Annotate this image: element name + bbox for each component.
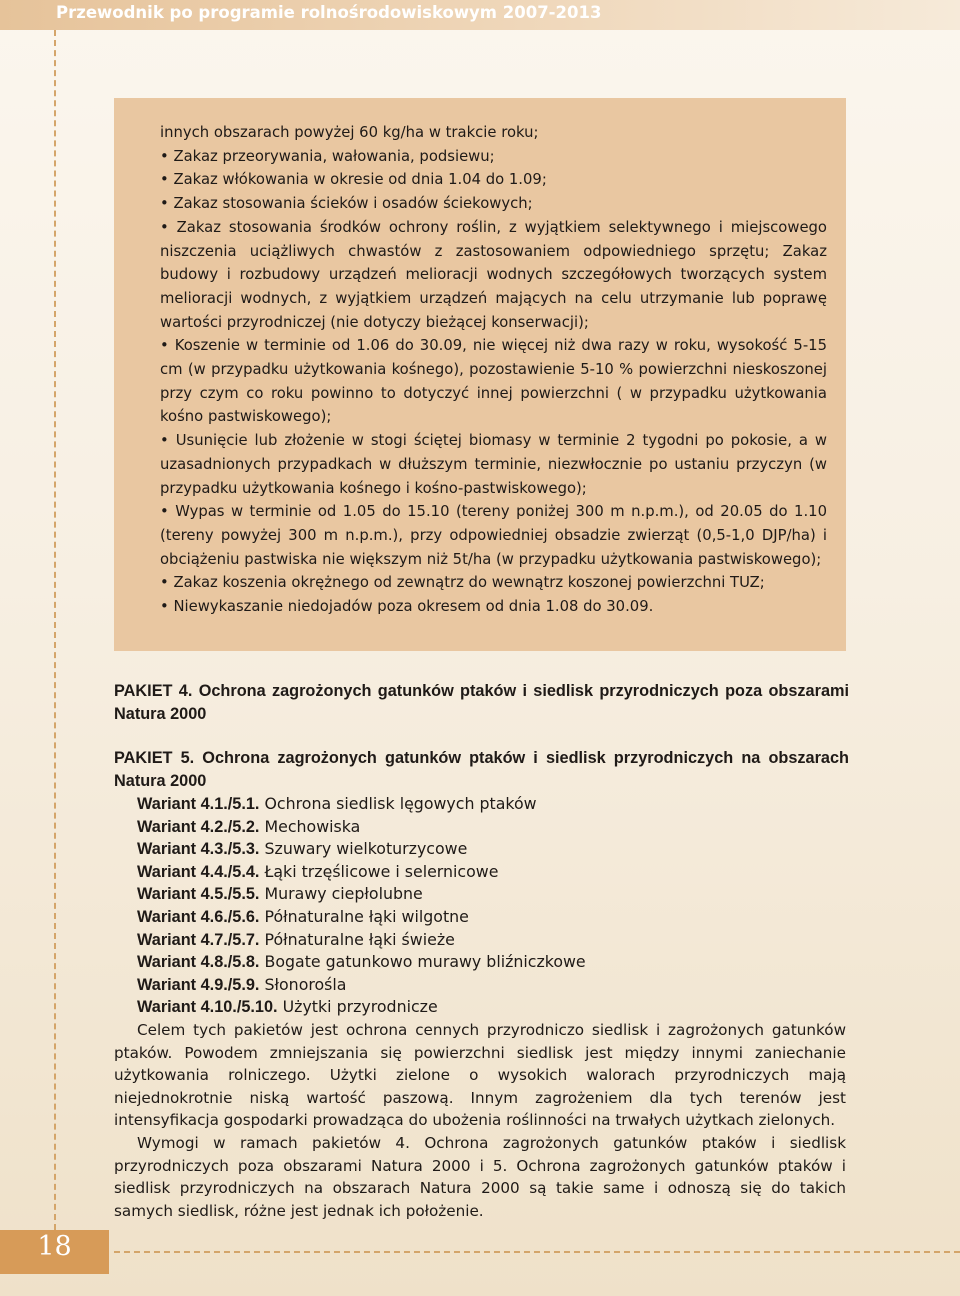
variant-label: Wariant 4.4./5.4. — [137, 862, 260, 881]
variant-label: Wariant 4.2./5.2. — [137, 817, 260, 836]
body-text — [114, 1019, 846, 1222]
requirement-item: • Zakaz włókowania w okresie od dnia 1.04 do 1.09; — [160, 168, 827, 192]
requirement-item: • Zakaz koszenia okrężnego od zewnątrz do wewnątrz koszonej powierzchni TUZ; — [160, 571, 827, 595]
variant-name: Szuwary wielkoturzycowe — [264, 839, 468, 859]
variant-item — [137, 996, 837, 1019]
variant-label: Wariant 4.10./5.10. — [137, 998, 278, 1017]
body-paragraph: Celem tych pakietów jest ochrona cennych przyrodniczo siedlisk i zagrożonych gatunków ptaków. Powodem zmniejszania się powierzchni siedlisk jest między innymi zaniechanie użytkowania rolniczego. Użytki zielone o wysokich walorach przyrodniczych mają niejednokrotnie niską wartość paszową. Innym zagrożeniem dla tych terenów jest intensyfikacja gospodarki prowadząca do ubożenia roślinności na trwałych użytkach zielonych. — [114, 1021, 846, 1130]
variant-label: Wariant 4.1./5.1. — [137, 795, 260, 813]
variant-item — [137, 793, 837, 816]
pakiet-5-heading: PAKIET 5. Ochrona zagrożonych gatunków ptaków i siedlisk przyrodniczych na obszarach Natura 2000 — [114, 749, 849, 790]
requirements-list — [160, 121, 827, 619]
variant-item — [137, 906, 837, 929]
variant-label: Wariant 4.9./5.9. — [137, 975, 260, 994]
variant-name: Słonorośla — [264, 974, 347, 994]
variant-item — [137, 861, 837, 884]
running-header-title: Przewodnik po programie rolnośrodowiskowym 2007-2013 — [56, 3, 602, 22]
margin-dashed-line — [54, 30, 56, 1230]
variant-name: Łąki trzęślicowe i selernicowe — [264, 861, 499, 881]
variant-item — [137, 816, 837, 839]
variant-name: Ochrona siedlisk lęgowych ptaków — [264, 794, 537, 813]
variant-item — [137, 951, 837, 974]
variant-name: Bogate gatunkowo murawy bliźniczkowe — [264, 952, 586, 972]
variant-label: Wariant 4.5./5.5. — [137, 885, 260, 904]
page-number: 18 — [37, 1231, 72, 1262]
variant-name: Półnaturalne łąki wilgotne — [264, 906, 469, 926]
body-paragraph: Wymogi w ramach pakietów 4. Ochrona zagrożonych gatunków ptaków i siedlisk przyrodniczych poza obszarami Natura 2000 i 5. Ochrona zagrożonych gatunków ptaków i siedlisk przyrodniczych na obszarach Natura 2000 są takie same i odnoszą się do takich samych siedlisk, różne jest jednak ich położenie. — [114, 1133, 846, 1220]
variant-item — [137, 883, 837, 906]
variant-label: Wariant 4.6./5.6. — [137, 907, 260, 926]
footer-dashed-line — [114, 1251, 960, 1253]
variant-list — [137, 793, 837, 1019]
variant-name: Użytki przyrodnicze — [282, 997, 438, 1017]
variant-name: Murawy ciepłolubne — [264, 884, 423, 904]
variant-label: Wariant 4.8./5.8. — [137, 953, 260, 972]
variant-label: Wariant 4.3./5.3. — [137, 840, 260, 859]
variant-item — [137, 974, 837, 997]
variant-item — [137, 929, 837, 952]
pakiet-4-heading: PAKIET 4. Ochrona zagrożonych gatunków ptaków i siedlisk przyrodniczych poza obszarami Natura 2000 — [114, 682, 849, 723]
requirement-item: • Koszenie w terminie od 1.06 do 30.09, nie więcej niż dwa razy w roku, wysokość 5-15 cm (w przypadku użytkowania kośnego), pozostawienie 5-10 % powierzchni nieskoszonej przy czym co roku powinno to dotyczyć innej powierzchni ( w przypadku użytkowania kośno pastwiskowego); — [160, 334, 827, 429]
requirement-item: • Wypas w terminie od 1.05 do 15.10 (tereny poniżej 300 m n.p.m.), od 20.05 do 1.10 (tereny powyżej 300 m n.p.m.), przy odpowiedniej obsadzie zwierząt (0,5-1,0 DJP/ha) i obciążeniu pastwiska nie większym niż 5t/ha (w przypadku użytkowania pastwiskowego); — [160, 500, 827, 571]
requirement-item: • Zakaz przeorywania, wałowania, podsiewu; — [160, 145, 827, 169]
variant-name: Półnaturalne łąki świeże — [264, 929, 455, 949]
requirement-item: • Zakaz stosowania środków ochrony roślin, z wyjątkiem selektywnego i miejscowego niszczenia uciążliwych chwastów z zastosowaniem odpowiedniego sprzętu; Zakaz budowy i rozbudowy urządzeń melioracji wodnych szczegółowych tworzących system melioracji wodnych, z wyjątkiem urządzeń mających na celu utrzymanie lub poprawę wartości przyrodniczej (nie dotyczy bieżącej konserwacji); — [160, 216, 827, 335]
requirement-item: • Usunięcie lub złożenie w stogi ściętej biomasy w terminie 2 tygodni po pokosie, a w uzasadnionych przypadkach w dłuższym terminie, niezwłocznie po ustaniu przyczyn (w przypadku użytkowania kośnego i kośno-pastwiskowego); — [160, 429, 827, 500]
requirement-continuation: innych obszarach powyżej 60 kg/ha w trakcie roku; — [160, 124, 539, 141]
variant-item — [137, 838, 837, 861]
requirement-item: • Niewykaszanie niedojadów poza okresem od dnia 1.08 do 30.09. — [160, 595, 827, 619]
requirement-item: • Zakaz stosowania ścieków i osadów ściekowych; — [160, 192, 827, 216]
variant-label: Wariant 4.7./5.7. — [137, 930, 260, 949]
variant-name: Mechowiska — [264, 816, 361, 836]
